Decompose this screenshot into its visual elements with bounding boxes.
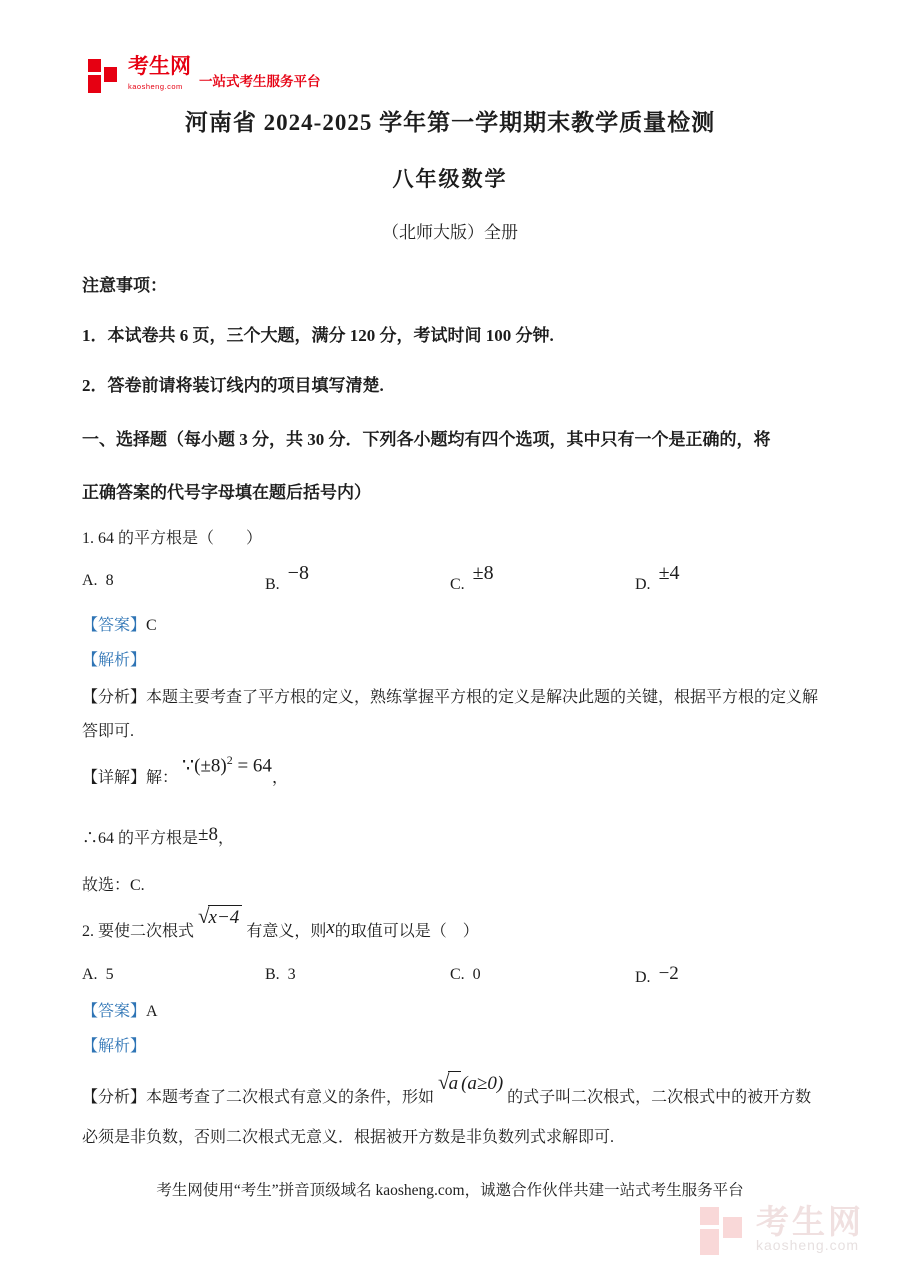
radical-symbol-2: √ bbox=[438, 1070, 450, 1094]
q2-jiexi-line bbox=[82, 1037, 146, 1058]
q1-options-row bbox=[82, 562, 842, 602]
document-subtitle: 八年级数学 bbox=[392, 167, 508, 191]
q1-formula-rhs: = 64 bbox=[232, 755, 272, 777]
footer-text: 考生网使用“考生”拼音顶级域名 kaosheng.com，诚邀合作伙伴共建一站式考生服务平台 bbox=[156, 1182, 744, 1199]
q2-sqrt-a-radicand: a bbox=[448, 1071, 462, 1097]
q2-option-d-label: D. bbox=[635, 969, 651, 986]
q2-stem-post: 的取值可以是（ ） bbox=[334, 923, 479, 940]
q1-xiangjie-line bbox=[82, 753, 288, 790]
q1-formula bbox=[182, 753, 272, 779]
q2-fenxi-line2: 必须是非负数，否则二次根式无意义．根据被开方数是非负数列式求解即可. bbox=[82, 1129, 615, 1146]
q1-choose-line: 故选：C. bbox=[82, 877, 145, 894]
q1-option-d-value: ±4 bbox=[658, 562, 680, 584]
q2-option-d bbox=[635, 963, 679, 988]
q1-option-b-label: B. bbox=[265, 576, 280, 593]
q1-conclusion-comma: ， bbox=[217, 830, 234, 847]
q1-formula-exponent: 2 bbox=[226, 753, 233, 767]
kaosheng-watermark bbox=[700, 1205, 864, 1257]
kaosheng-logo bbox=[88, 56, 321, 93]
notice-heading: 注意事项： bbox=[82, 276, 167, 295]
edition-line: （北师大版）全册 bbox=[382, 223, 518, 242]
logo-brand-name: 考生网 bbox=[128, 55, 191, 78]
q1-fenxi-line2: 答即可. bbox=[82, 723, 135, 740]
q1-option-b bbox=[265, 562, 309, 595]
q2-option-c-value: 0 bbox=[472, 966, 481, 983]
notice-item-1: 1．本试卷共 6 页，三个大题，满分 120 分，考试时间 100 分钟. bbox=[82, 326, 554, 345]
q2-sqrt-a-formula bbox=[438, 1069, 503, 1097]
q2-condition: (a≥0) bbox=[461, 1073, 504, 1094]
kaosheng-watermark-icon bbox=[700, 1205, 748, 1257]
q1-xiangjie-pre: 解： bbox=[146, 769, 179, 787]
q1-therefore: ∴64 的平方根是 bbox=[82, 830, 199, 847]
logo-brand-domain: kaosheng.com bbox=[128, 82, 183, 91]
q2-fenxi-tag: 【分析】 bbox=[82, 1089, 147, 1106]
q1-option-d bbox=[635, 562, 680, 595]
q1-answer-tag: 【答案】 bbox=[82, 617, 147, 634]
logo-text-block bbox=[128, 56, 191, 93]
q2-answer-line bbox=[82, 1002, 158, 1023]
q2-fenxi-mid: 的式子叫二次根式，二次根式中的被开方数 bbox=[507, 1089, 812, 1106]
q1-option-a bbox=[82, 572, 114, 590]
q2-stem-pre: 2. 要使二次根式 bbox=[82, 923, 195, 940]
q1-stem: 1. 64 的平方根是（ ） bbox=[82, 530, 263, 547]
watermark-text-block bbox=[756, 1205, 864, 1254]
q2-jiexi-tag: 【解析】 bbox=[82, 1038, 147, 1055]
notice-item-2: 2．答卷前请将装订线内的项目填写清楚. bbox=[82, 376, 384, 395]
q2-fenxi-pre: 本题考查了二次根式有意义的条件，形如 bbox=[146, 1089, 435, 1106]
q2-option-b-value: 3 bbox=[287, 966, 296, 983]
kaosheng-logo-icon bbox=[88, 57, 122, 93]
section-heading-line1: 一、选择题（每小题 3 分，共 30 分．下列各小题均有四个选项，其中只有一个是正确的，将 bbox=[82, 430, 771, 449]
q1-fenxi-text1: 本题主要考查了平方根的定义，熟练掌握平方根的定义是解决此题的关键，根据平方根的定义解 bbox=[146, 689, 819, 706]
section-heading-line2: 正确答案的代号字母填在题后括号内） bbox=[82, 483, 371, 502]
q1-jiexi-tag: 【解析】 bbox=[82, 652, 147, 669]
q1-conclusion-line bbox=[82, 826, 234, 851]
q2-options-row bbox=[82, 963, 842, 996]
q1-formula-base: (±8) bbox=[194, 755, 227, 777]
logo-tagline: 一站式考生服务平台 bbox=[199, 74, 321, 89]
q2-option-c-label: C. bbox=[450, 966, 465, 983]
q2-option-a-value: 5 bbox=[105, 966, 114, 983]
q2-option-d-value: −2 bbox=[658, 963, 679, 984]
q2-stem bbox=[82, 904, 479, 944]
q2-option-c bbox=[450, 966, 481, 984]
q2-sqrt-formula bbox=[198, 903, 242, 931]
q1-xiangjie-tag: 【详解】 bbox=[82, 769, 147, 787]
document-title: 河南省 2024-2025 学年第一学期期末教学质量检测 bbox=[184, 110, 716, 135]
q2-option-b bbox=[265, 966, 296, 984]
q1-answer-value: C bbox=[146, 617, 157, 634]
q1-formula-comma: ， bbox=[271, 769, 288, 787]
q2-fenxi-line1 bbox=[82, 1070, 812, 1110]
q2-answer-tag: 【答案】 bbox=[82, 1003, 147, 1020]
q1-fenxi-tag: 【分析】 bbox=[82, 689, 147, 706]
q1-answer-line bbox=[82, 616, 157, 637]
q2-option-b-label: B. bbox=[265, 966, 280, 983]
q1-fenxi-line1 bbox=[82, 688, 818, 709]
radical-symbol: √ bbox=[198, 904, 210, 928]
q1-option-c bbox=[450, 562, 494, 595]
q2-answer-value: A bbox=[146, 1003, 158, 1020]
q1-jiexi-line bbox=[82, 651, 146, 672]
q1-option-b-value: −8 bbox=[287, 562, 309, 584]
watermark-brand-domain: kaosheng.com bbox=[756, 1237, 860, 1253]
q2-variable-x: x bbox=[326, 917, 335, 938]
q1-option-d-label: D. bbox=[635, 576, 651, 593]
watermark-brand-name: 考生网 bbox=[756, 1203, 864, 1240]
q2-option-a bbox=[82, 966, 114, 984]
q1-option-c-value: ±8 bbox=[472, 562, 494, 584]
q2-option-a-label: A. bbox=[82, 966, 98, 983]
q1-option-a-label: A. bbox=[82, 572, 98, 589]
because-symbol: ∵ bbox=[182, 755, 195, 777]
q1-option-c-label: C. bbox=[450, 576, 465, 593]
q1-option-a-value: 8 bbox=[105, 572, 114, 589]
q1-conclusion-value: ±8 bbox=[198, 824, 218, 845]
q2-sqrt-radicand: x−4 bbox=[208, 905, 243, 931]
q2-stem-mid: 有意义，则 bbox=[246, 923, 327, 940]
